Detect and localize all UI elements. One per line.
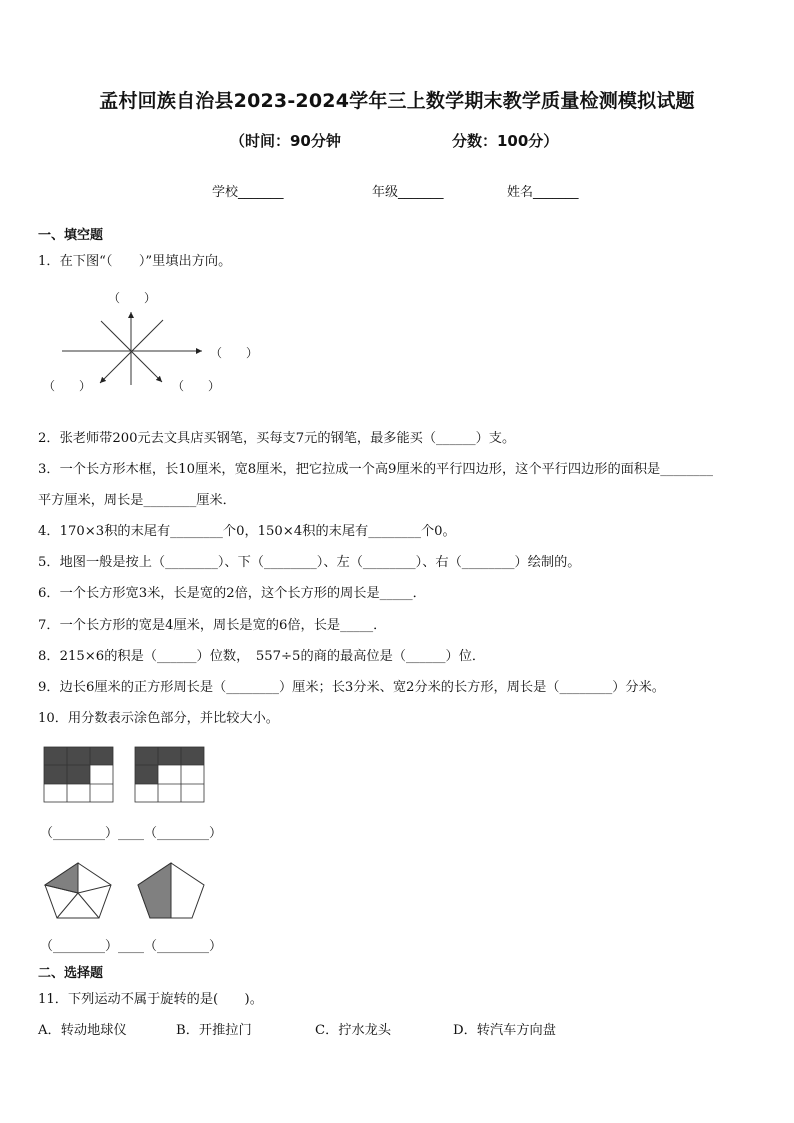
question-2: 2．张老师带200元去文具店买钢笔，买每支7元的钢笔，最多能买（______）支。 [38,431,516,446]
compare-blank-1[interactable]: （________）____（________） [40,826,223,841]
direction-label-top[interactable]: （ ） [108,291,157,305]
direction-label-bottom-left[interactable]: （ ） [43,379,92,393]
option-d[interactable]: D．转汽车方向盘 [453,1023,556,1038]
diagonal-line-1 [101,321,162,382]
exam-score: 分数：100分） [452,132,559,150]
question-6: 6．一个长方形宽3米，长是宽的2倍，这个长方形的周长是_____． [38,586,426,601]
option-c[interactable]: C．拧水龙头 [315,1023,392,1038]
question-10: 10．用分数表示涂色部分，并比较大小。 [38,711,279,726]
question-1: 1．在下图“（ ）”里填出方向。 [38,254,232,269]
question-5: 5．地图一般是按上（________）、下（________）、左（________）、右（________）绘制的。 [38,555,581,570]
question-3-line-2: 平方厘米，周长是________厘米． [38,493,236,508]
grade-field[interactable]: 年级_______ [372,185,444,200]
pentagon-figure-right [137,861,209,921]
option-b[interactable]: B．开推拉门 [176,1023,252,1038]
pentagon-figure-left [44,861,116,921]
grid-figure-left [44,747,114,803]
grid-figure-right [135,747,205,803]
question-9: 9．边长6厘米的正方形周长是（________）厘米；长3分米、宽2分米的长方形，周长是（________）分米。 [38,680,665,695]
question-3-line-1: 3．一个长方形木框，长10厘米，宽8厘米，把它拉成一个高9厘米的平行四边形，这个平行四边形的面积是________ [38,462,713,477]
section-fill-in-heading: 一、填空题 [38,228,104,243]
name-field[interactable]: 姓名_______ [507,185,579,200]
option-a[interactable]: A．转动地球仪 [38,1023,127,1038]
direction-label-right[interactable]: （ ） [210,346,259,360]
diagonal-line-2 [100,320,163,383]
question-4: 4．170×3积的末尾有________个0，150×4积的末尾有________个0。 [38,524,456,539]
question-7: 7．一个长方形的宽是4厘米，周长是宽的6倍，长是_____． [38,618,387,633]
school-field[interactable]: 学校_______ [212,185,284,200]
question-8: 8．215×6的积是（______）位数， 557÷5的商的最高位是（______）位． [38,649,486,664]
section-choice-heading: 二、选择题 [38,966,104,981]
page-title: 孟村回族自治县2023-2024学年三上数学期末教学质量检测模拟试题 [99,90,695,112]
compare-blank-2[interactable]: （________）____（________） [40,939,223,954]
exam-time: （时间：90分钟 [230,132,341,150]
question-11: 11．下列运动不属于旋转的是( )。 [38,992,263,1007]
direction-label-bottom-right[interactable]: （ ） [172,379,221,393]
